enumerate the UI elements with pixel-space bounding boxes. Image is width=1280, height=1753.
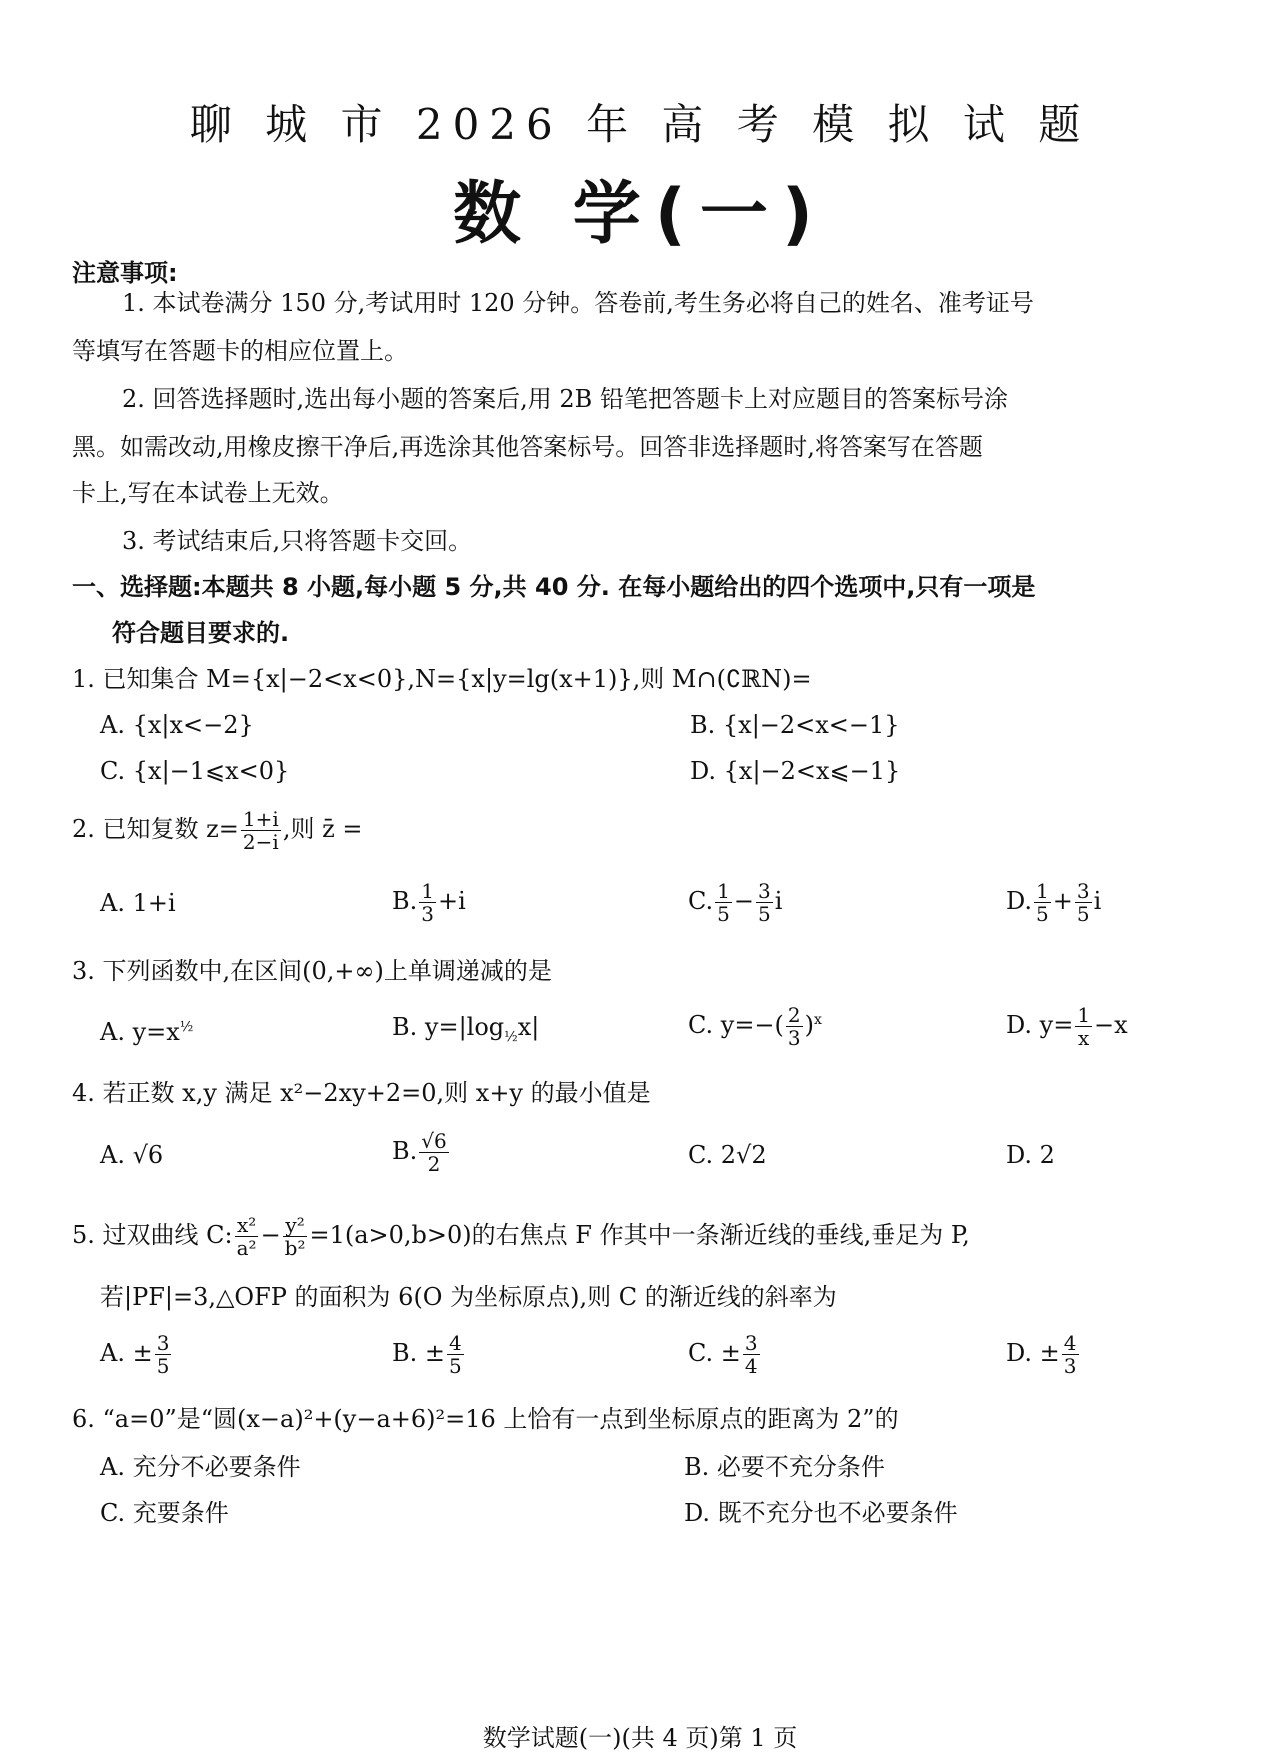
section-1-heading: 一、选择题:本题共 8 小题,每小题 5 分,共 40 分. 在每小题给出的四个选项中,只有一项是 bbox=[72, 573, 1036, 601]
notice-item-3: 3. 考试结束后,只将答题卡交回。 bbox=[122, 527, 473, 555]
q4-stem: 4. 若正数 x,y 满足 x²−2xy+2=0,则 x+y 的最小值是 bbox=[72, 1079, 651, 1107]
notice-item-2-line-3: 卡上,写在本试卷上无效。 bbox=[72, 479, 344, 507]
q5-option-a: A. ± $\frac{3}{5}$ bbox=[100, 1331, 170, 1378]
q3-option-d: D. y= $\frac{1}{x}$ −x bbox=[1006, 1003, 1128, 1050]
q6-option-a: A. 充分不必要条件 bbox=[100, 1453, 301, 1481]
q5-option-d: D. ± $\frac{4}{3}$ bbox=[1006, 1331, 1077, 1378]
q5-stem: 5. 过双曲线 C: $\frac{\text{x²}}{\text{a²}}$ − $\frac{\text{y²}}{\text{b²}}$ =1(a>0,b>0)的右焦点 F 作其中一条渐近线的垂线,垂足为 P, bbox=[72, 1213, 970, 1260]
q2-option-b: B. $\frac{1}{3}$ +i bbox=[392, 879, 466, 926]
q3-stem: 3. 下列函数中,在区间(0,+∞)上单调递减的是 bbox=[72, 957, 552, 985]
q2-option-c: C. $\frac{1}{5}$ − $\frac{3}{5}$ i bbox=[688, 879, 783, 926]
q5-option-c: C. ± $\frac{3}{4}$ bbox=[688, 1331, 758, 1378]
q6-stem: 6. “a=0”是“圆(x−a)²+(y−a+6)²=16 上恰有一点到坐标原点的距离为 2”的 bbox=[72, 1405, 899, 1433]
q3-option-c: C. y=−( $\frac{2}{3}$ )$^x$ bbox=[688, 1003, 822, 1050]
section-1-heading-line-2: 符合题目要求的. bbox=[112, 619, 290, 647]
notice-item-1-line-2: 等填写在答题卡的相应位置上。 bbox=[72, 337, 408, 365]
q4-option-d: D. 2 bbox=[1006, 1141, 1055, 1169]
q3-option-a: A. $y=x^{\frac{1}{2}}$ bbox=[100, 1018, 194, 1046]
q1-option-b: B. {x|−2<x<−1} bbox=[690, 711, 900, 739]
subject-title: 数 学(一) bbox=[453, 175, 827, 254]
q1-stem: 1. 已知集合 M={x|−2<x<0},N={x|y=lg(x+1)},则 M∩(∁ℝN)= bbox=[72, 665, 812, 693]
q6-option-d: D. 既不充分也不必要条件 bbox=[684, 1499, 958, 1527]
exam-title: 聊 城 市 2026 年 高 考 模 拟 试 题 bbox=[189, 100, 1091, 149]
q1-option-c: C. {x|−1⩽x<0} bbox=[100, 757, 290, 785]
q1-option-a: A. {x|x<−2} bbox=[100, 711, 254, 739]
page-footer: 数学试题(一)(共 4 页)第 1 页 bbox=[482, 1724, 798, 1752]
q1-option-d: D. {x|−2<x⩽−1} bbox=[690, 757, 901, 785]
notice-item-2-line-2: 黑。如需改动,用橡皮擦干净后,再选涂其他答案标号。回答非选择题时,将答案写在答题 bbox=[72, 433, 983, 461]
q4-option-a: A. √6 bbox=[100, 1141, 164, 1169]
q2-option-d: D. $\frac{1}{5}$ + $\frac{3}{5}$ i bbox=[1006, 879, 1102, 926]
q2-stem: 2. 已知复数 z= $\frac{1+i}{2-i}$ ,则 z̄ = bbox=[72, 807, 363, 854]
q4-option-c: C. 2√2 bbox=[688, 1141, 767, 1169]
q6-option-c: C. 充要条件 bbox=[100, 1499, 229, 1527]
notice-item-1-line-1: 1. 本试卷满分 150 分,考试用时 120 分钟。答卷前,考生务必将自己的姓名、准考证号 bbox=[122, 289, 1034, 317]
notice-heading: 注意事项: bbox=[72, 259, 178, 287]
q4-option-b: B. $\frac{√6}{2}$ bbox=[392, 1129, 447, 1176]
q2-fraction: $\frac{1+i}{2-i}$ bbox=[242, 807, 279, 854]
q5-option-b: B. ± $\frac{4}{5}$ bbox=[392, 1331, 462, 1378]
q5-stem-line-2: 若|PF|=3,△OFP 的面积为 6(O 为坐标原点),则 C 的渐近线的斜率为 bbox=[100, 1283, 837, 1311]
q2-option-a: A. 1+i bbox=[100, 889, 176, 917]
q3-option-b: B. $y=|\log_{\frac{1}{2}}x|$ bbox=[392, 1013, 540, 1045]
notice-item-2-line-1: 2. 回答选择题时,选出每小题的答案后,用 2B 铅笔把答题卡上对应题目的答案标号涂 bbox=[122, 385, 1008, 413]
q6-option-b: B. 必要不充分条件 bbox=[684, 1453, 885, 1481]
